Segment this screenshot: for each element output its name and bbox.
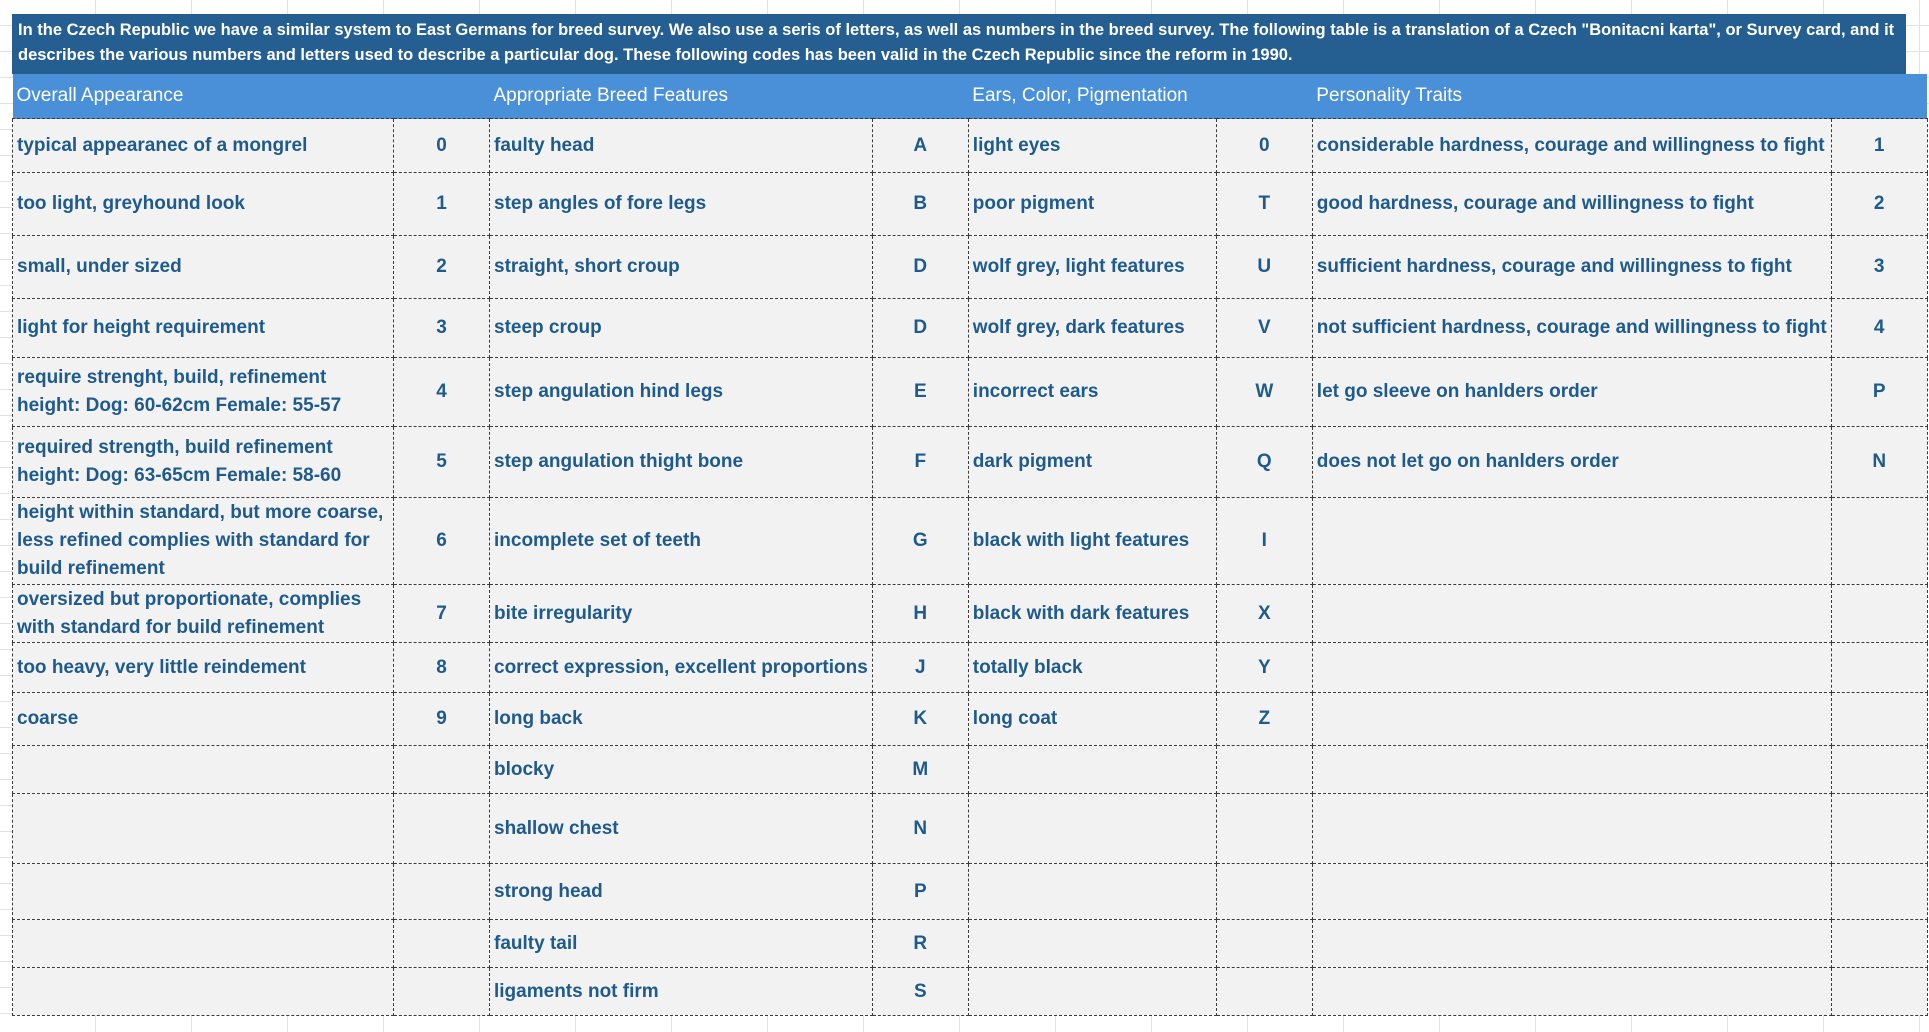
ears-color-cell[interactable]: [968, 794, 1216, 864]
breed-code-cell[interactable]: P: [872, 864, 968, 920]
ears-code-cell[interactable]: U: [1216, 236, 1312, 299]
breed-code-cell[interactable]: M: [872, 746, 968, 794]
ears-color-cell[interactable]: long coat: [968, 693, 1216, 746]
breed-feature-cell[interactable]: bite irregularity: [490, 585, 873, 643]
breed-code-cell[interactable]: R: [872, 920, 968, 968]
overall-code-cell[interactable]: 9: [394, 693, 490, 746]
overall-code-cell[interactable]: [394, 794, 490, 864]
overall-code-cell[interactable]: [394, 864, 490, 920]
breed-feature-cell[interactable]: straight, short croup: [490, 236, 873, 299]
table-row: [13, 864, 1928, 920]
breed-feature-cell[interactable]: steep croup: [490, 299, 873, 358]
overall-appearance-cell[interactable]: required strength, build refinement height: Dog: 63-65cm Female: 58-60: [13, 427, 394, 498]
overall-appearance-cell[interactable]: [13, 968, 394, 1016]
personality-trait-cell[interactable]: considerable hardness, courage and willingness to fight: [1312, 119, 1831, 173]
breed-feature-cell[interactable]: step angulation thight bone: [490, 427, 873, 498]
overall-code-cell[interactable]: [394, 746, 490, 794]
overall-appearance-cell[interactable]: typical appearanec of a mongrel: [13, 119, 394, 173]
ears-code-cell[interactable]: W: [1216, 358, 1312, 427]
table-row: [13, 643, 1928, 693]
personality-trait-cell[interactable]: not sufficient hardness, courage and willingness to fight: [1312, 299, 1831, 358]
table-row: [13, 746, 1928, 794]
table-row: [13, 299, 1928, 358]
overall-code-cell[interactable]: 3: [394, 299, 490, 358]
ears-color-cell[interactable]: incorrect ears: [968, 358, 1216, 427]
personality-code-cell[interactable]: [1831, 920, 1927, 968]
personality-code-cell[interactable]: [1831, 498, 1927, 585]
breed-feature-cell[interactable]: faulty head: [490, 119, 873, 173]
ears-color-cell[interactable]: light eyes: [968, 119, 1216, 173]
header-overall-appearance[interactable]: Overall Appearance: [13, 74, 394, 119]
intro-text-cell[interactable]: In the Czech Republic we have a similar system to East Germans for breed survey. We also use a seris of letters, as well as numbers in the breed survey. The following table is a translation of a Czech "Bonitacni karta", or Survey card, and it describes the various numbers and letters used to describe a particular dog. These following codes has been valid in the Czech Republic since the reform in 1990.: [12, 14, 1906, 74]
breed-feature-cell[interactable]: long back: [490, 693, 873, 746]
breed-feature-cell[interactable]: blocky: [490, 746, 873, 794]
overall-code-cell[interactable]: 5: [394, 427, 490, 498]
breed-code-cell[interactable]: D: [872, 236, 968, 299]
header-ears-code[interactable]: [1216, 74, 1312, 119]
overall-code-cell[interactable]: 1: [394, 173, 490, 236]
personality-code-cell[interactable]: [1831, 693, 1927, 746]
column-header-row: [13, 74, 1928, 119]
ears-code-cell[interactable]: Z: [1216, 693, 1312, 746]
overall-appearance-cell[interactable]: light for height requirement: [13, 299, 394, 358]
personality-trait-cell[interactable]: [1312, 585, 1831, 643]
header-breed-code[interactable]: [872, 74, 968, 119]
personality-trait-cell[interactable]: [1312, 968, 1831, 1016]
breed-code-cell[interactable]: B: [872, 173, 968, 236]
ears-code-cell[interactable]: [1216, 746, 1312, 794]
table-row: [13, 794, 1928, 864]
breed-code-cell[interactable]: D: [872, 299, 968, 358]
overall-appearance-cell[interactable]: [13, 920, 394, 968]
overall-appearance-cell[interactable]: [13, 746, 394, 794]
overall-code-cell[interactable]: 4: [394, 358, 490, 427]
breed-code-cell[interactable]: S: [872, 968, 968, 1016]
ears-color-cell[interactable]: dark pigment: [968, 427, 1216, 498]
ears-code-cell[interactable]: I: [1216, 498, 1312, 585]
overall-code-cell[interactable]: 7: [394, 585, 490, 643]
personality-trait-cell[interactable]: [1312, 864, 1831, 920]
personality-code-cell[interactable]: N: [1831, 427, 1927, 498]
ears-code-cell[interactable]: T: [1216, 173, 1312, 236]
personality-trait-cell[interactable]: [1312, 498, 1831, 585]
breed-feature-cell[interactable]: strong head: [490, 864, 873, 920]
overall-code-cell[interactable]: [394, 920, 490, 968]
personality-code-cell[interactable]: 2: [1831, 173, 1927, 236]
ears-code-cell[interactable]: [1216, 968, 1312, 1016]
header-overall-code[interactable]: [394, 74, 490, 119]
overall-appearance-cell[interactable]: small, under sized: [13, 236, 394, 299]
header-ears-color-pigmentation[interactable]: Ears, Color, Pigmentation: [968, 74, 1216, 119]
ears-code-cell[interactable]: Y: [1216, 643, 1312, 693]
personality-trait-cell[interactable]: good hardness, courage and willingness to fight: [1312, 173, 1831, 236]
personality-trait-cell[interactable]: [1312, 746, 1831, 794]
personality-code-cell[interactable]: [1831, 585, 1927, 643]
personality-trait-cell[interactable]: [1312, 643, 1831, 693]
breed-code-cell[interactable]: K: [872, 693, 968, 746]
ears-color-cell[interactable]: [968, 746, 1216, 794]
header-breed-features[interactable]: Appropriate Breed Features: [490, 74, 873, 119]
overall-appearance-cell[interactable]: too heavy, very little reindement: [13, 643, 394, 693]
ears-color-cell[interactable]: wolf grey, dark features: [968, 299, 1216, 358]
ears-code-cell[interactable]: [1216, 864, 1312, 920]
breed-code-cell[interactable]: H: [872, 585, 968, 643]
overall-code-cell[interactable]: 6: [394, 498, 490, 585]
ears-code-cell[interactable]: V: [1216, 299, 1312, 358]
breed-feature-cell[interactable]: correct expression, excellent proportions: [490, 643, 873, 693]
breed-feature-cell[interactable]: ligaments not firm: [490, 968, 873, 1016]
table-row: [13, 119, 1928, 173]
personality-code-cell[interactable]: [1831, 968, 1927, 1016]
personality-code-cell[interactable]: 3: [1831, 236, 1927, 299]
ears-color-cell[interactable]: [968, 864, 1216, 920]
ears-color-cell[interactable]: totally black: [968, 643, 1216, 693]
ears-color-cell[interactable]: [968, 968, 1216, 1016]
personality-code-cell[interactable]: [1831, 643, 1927, 693]
personality-trait-cell[interactable]: [1312, 693, 1831, 746]
breed-feature-cell[interactable]: incomplete set of teeth: [490, 498, 873, 585]
breed-code-cell[interactable]: G: [872, 498, 968, 585]
overall-code-cell[interactable]: 2: [394, 236, 490, 299]
ears-code-cell[interactable]: 0: [1216, 119, 1312, 173]
table-row: [13, 427, 1928, 498]
overall-appearance-cell[interactable]: too light, greyhound look: [13, 173, 394, 236]
table-row: [13, 585, 1928, 643]
breed-code-cell[interactable]: A: [872, 119, 968, 173]
personality-trait-cell[interactable]: let go sleeve on hanlders order: [1312, 358, 1831, 427]
ears-code-cell[interactable]: Q: [1216, 427, 1312, 498]
personality-code-cell[interactable]: [1831, 746, 1927, 794]
ears-color-cell[interactable]: [968, 920, 1216, 968]
table-row: [13, 968, 1928, 1016]
overall-appearance-cell[interactable]: require strenght, build, refinement height: Dog: 60-62cm Female: 55-57: [13, 358, 394, 427]
personality-code-cell[interactable]: [1831, 794, 1927, 864]
ears-color-cell[interactable]: poor pigment: [968, 173, 1216, 236]
table-row: [13, 236, 1928, 299]
table-row: [13, 498, 1928, 585]
personality-code-cell[interactable]: 4: [1831, 299, 1927, 358]
breed-feature-cell[interactable]: shallow chest: [490, 794, 873, 864]
breed-feature-cell[interactable]: faulty tail: [490, 920, 873, 968]
overall-appearance-cell[interactable]: height within standard, but more coarse, less refined complies with standard for build refinement: [13, 498, 394, 585]
personality-trait-cell[interactable]: [1312, 920, 1831, 968]
table-row: [13, 693, 1928, 746]
breed-code-cell[interactable]: N: [872, 794, 968, 864]
overall-appearance-cell[interactable]: [13, 794, 394, 864]
ears-code-cell[interactable]: X: [1216, 585, 1312, 643]
overall-code-cell[interactable]: 8: [394, 643, 490, 693]
personality-trait-cell[interactable]: does not let go on hanlders order: [1312, 427, 1831, 498]
breed-feature-cell[interactable]: step angles of fore legs: [490, 173, 873, 236]
overall-appearance-cell[interactable]: coarse: [13, 693, 394, 746]
survey-code-table: [12, 74, 1928, 1016]
header-personality-code[interactable]: [1831, 74, 1927, 119]
ears-color-cell[interactable]: wolf grey, light features: [968, 236, 1216, 299]
ears-color-cell[interactable]: black with dark features: [968, 585, 1216, 643]
overall-appearance-cell[interactable]: oversized but proportionate, complies with standard for build refinement: [13, 585, 394, 643]
overall-code-cell[interactable]: [394, 968, 490, 1016]
ears-code-cell[interactable]: [1216, 920, 1312, 968]
breed-code-cell[interactable]: E: [872, 358, 968, 427]
ears-color-cell[interactable]: black with light features: [968, 498, 1216, 585]
personality-code-cell[interactable]: P: [1831, 358, 1927, 427]
personality-trait-cell[interactable]: sufficient hardness, courage and willingness to fight: [1312, 236, 1831, 299]
table-row: [13, 173, 1928, 236]
table-row: [13, 358, 1928, 427]
overall-appearance-cell[interactable]: [13, 864, 394, 920]
personality-trait-cell[interactable]: [1312, 794, 1831, 864]
table-row: [13, 920, 1928, 968]
overall-code-cell[interactable]: 0: [394, 119, 490, 173]
header-personality-traits[interactable]: Personality Traits: [1312, 74, 1831, 119]
breed-code-cell[interactable]: F: [872, 427, 968, 498]
breed-code-cell[interactable]: J: [872, 643, 968, 693]
personality-code-cell[interactable]: 1: [1831, 119, 1927, 173]
ears-code-cell[interactable]: [1216, 794, 1312, 864]
breed-feature-cell[interactable]: step angulation hind legs: [490, 358, 873, 427]
personality-code-cell[interactable]: [1831, 864, 1927, 920]
